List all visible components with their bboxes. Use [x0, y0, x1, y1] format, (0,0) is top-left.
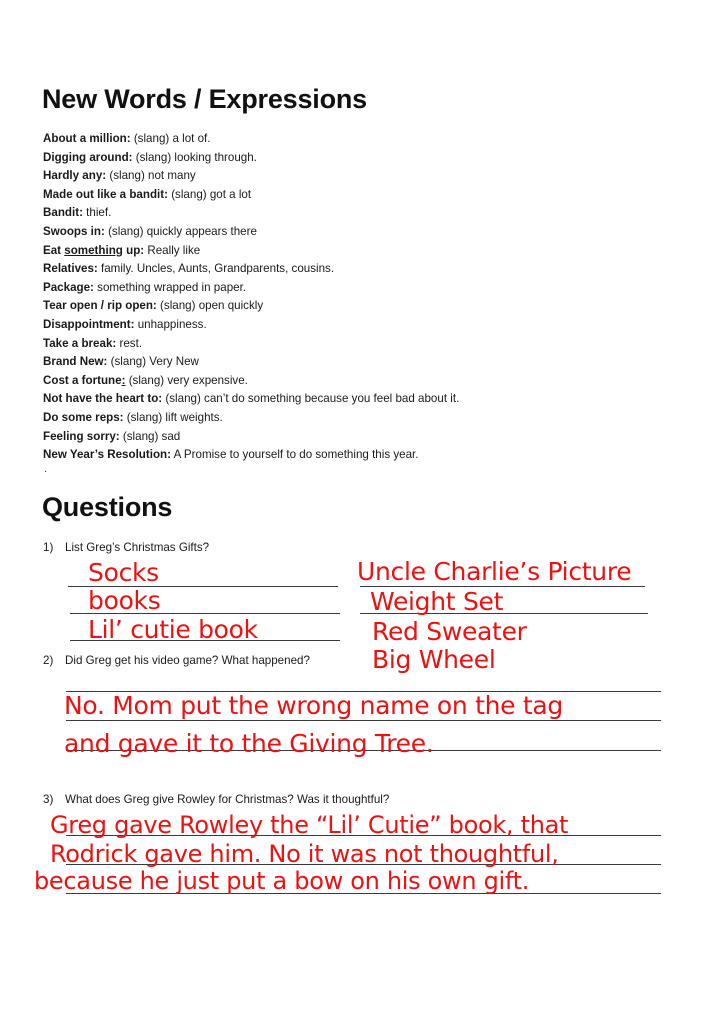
answer-line — [66, 720, 661, 721]
vocab-item: Take a break: rest. — [43, 336, 143, 350]
handwritten-answer: Socks — [88, 558, 159, 587]
handwritten-answer: Rodrick gave him. No it was not thoughtful, — [50, 840, 559, 868]
question-2: 2) Did Greg get his video game? What happened? — [43, 654, 310, 667]
vocab-item: Made out like a bandit: (slang) got a lot — [43, 187, 252, 201]
handwritten-answer: and gave it to the Giving Tree. — [64, 729, 434, 758]
handwritten-answer: Lil’ cutie book — [88, 615, 258, 644]
question-1: 1) List Greg’s Christmas Gifts? — [43, 541, 210, 554]
vocab-item: Tear open / rip open: (slang) open quickly — [43, 299, 264, 313]
handwritten-answer: because he just put a bow on his own gift. — [34, 867, 530, 895]
vocab-item: Relatives: family. Uncles, Aunts, Grandparents, cousins. — [43, 262, 335, 276]
vocabulary-list — [43, 130, 683, 465]
vocab-item: Swoops in: (slang) quickly appears there — [43, 224, 257, 238]
vocab-item: Bandit: thief. — [43, 206, 112, 220]
vocab-item: Package: something wrapped in paper. — [43, 280, 247, 294]
stray-mark: . — [44, 463, 48, 475]
vocab-item: Hardly any: (slang) not many — [43, 169, 196, 183]
section-title-new-words: New Words / Expressions — [42, 84, 368, 114]
handwritten-answer: Big Wheel — [372, 645, 496, 674]
vocab-item: Disappointment: unhappiness. — [43, 317, 207, 331]
vocab-item: Eat something up: Really like — [43, 243, 201, 257]
handwritten-answer: Greg gave Rowley the “Lil’ Cutie” book, that — [50, 811, 569, 839]
vocab-item: About a million: (slang) a lot of. — [43, 132, 211, 145]
vocab-item: Cost a fortune: (slang) very expensive. — [43, 373, 248, 387]
handwritten-answer: books — [88, 586, 161, 615]
handwritten-answer: Uncle Charlie’s Picture — [357, 557, 632, 586]
vocab-item: Brand New: (slang) Very New — [43, 355, 199, 369]
vocab-item: Feeling sorry: (slang) sad — [43, 429, 181, 443]
vocab-item: Do some reps: (slang) lift weights. — [43, 410, 223, 424]
handwritten-answer: No. Mom put the wrong name on the tag — [64, 691, 563, 720]
section-title-questions: Questions — [42, 492, 173, 522]
vocab-item: Not have the heart to: (slang) can’t do something because you feel bad about it. — [43, 392, 460, 406]
vocab-item: New Year’s Resolution: A Promise to yourself to do something this year. — [43, 448, 419, 462]
handwritten-answer: Weight Set — [370, 587, 504, 616]
handwritten-answer: Red Sweater — [372, 617, 527, 646]
vocab-item: Digging around: (slang) looking through. — [43, 150, 257, 164]
question-3: 3) What does Greg give Rowley for Christmas? Was it thoughtful? — [43, 793, 390, 806]
